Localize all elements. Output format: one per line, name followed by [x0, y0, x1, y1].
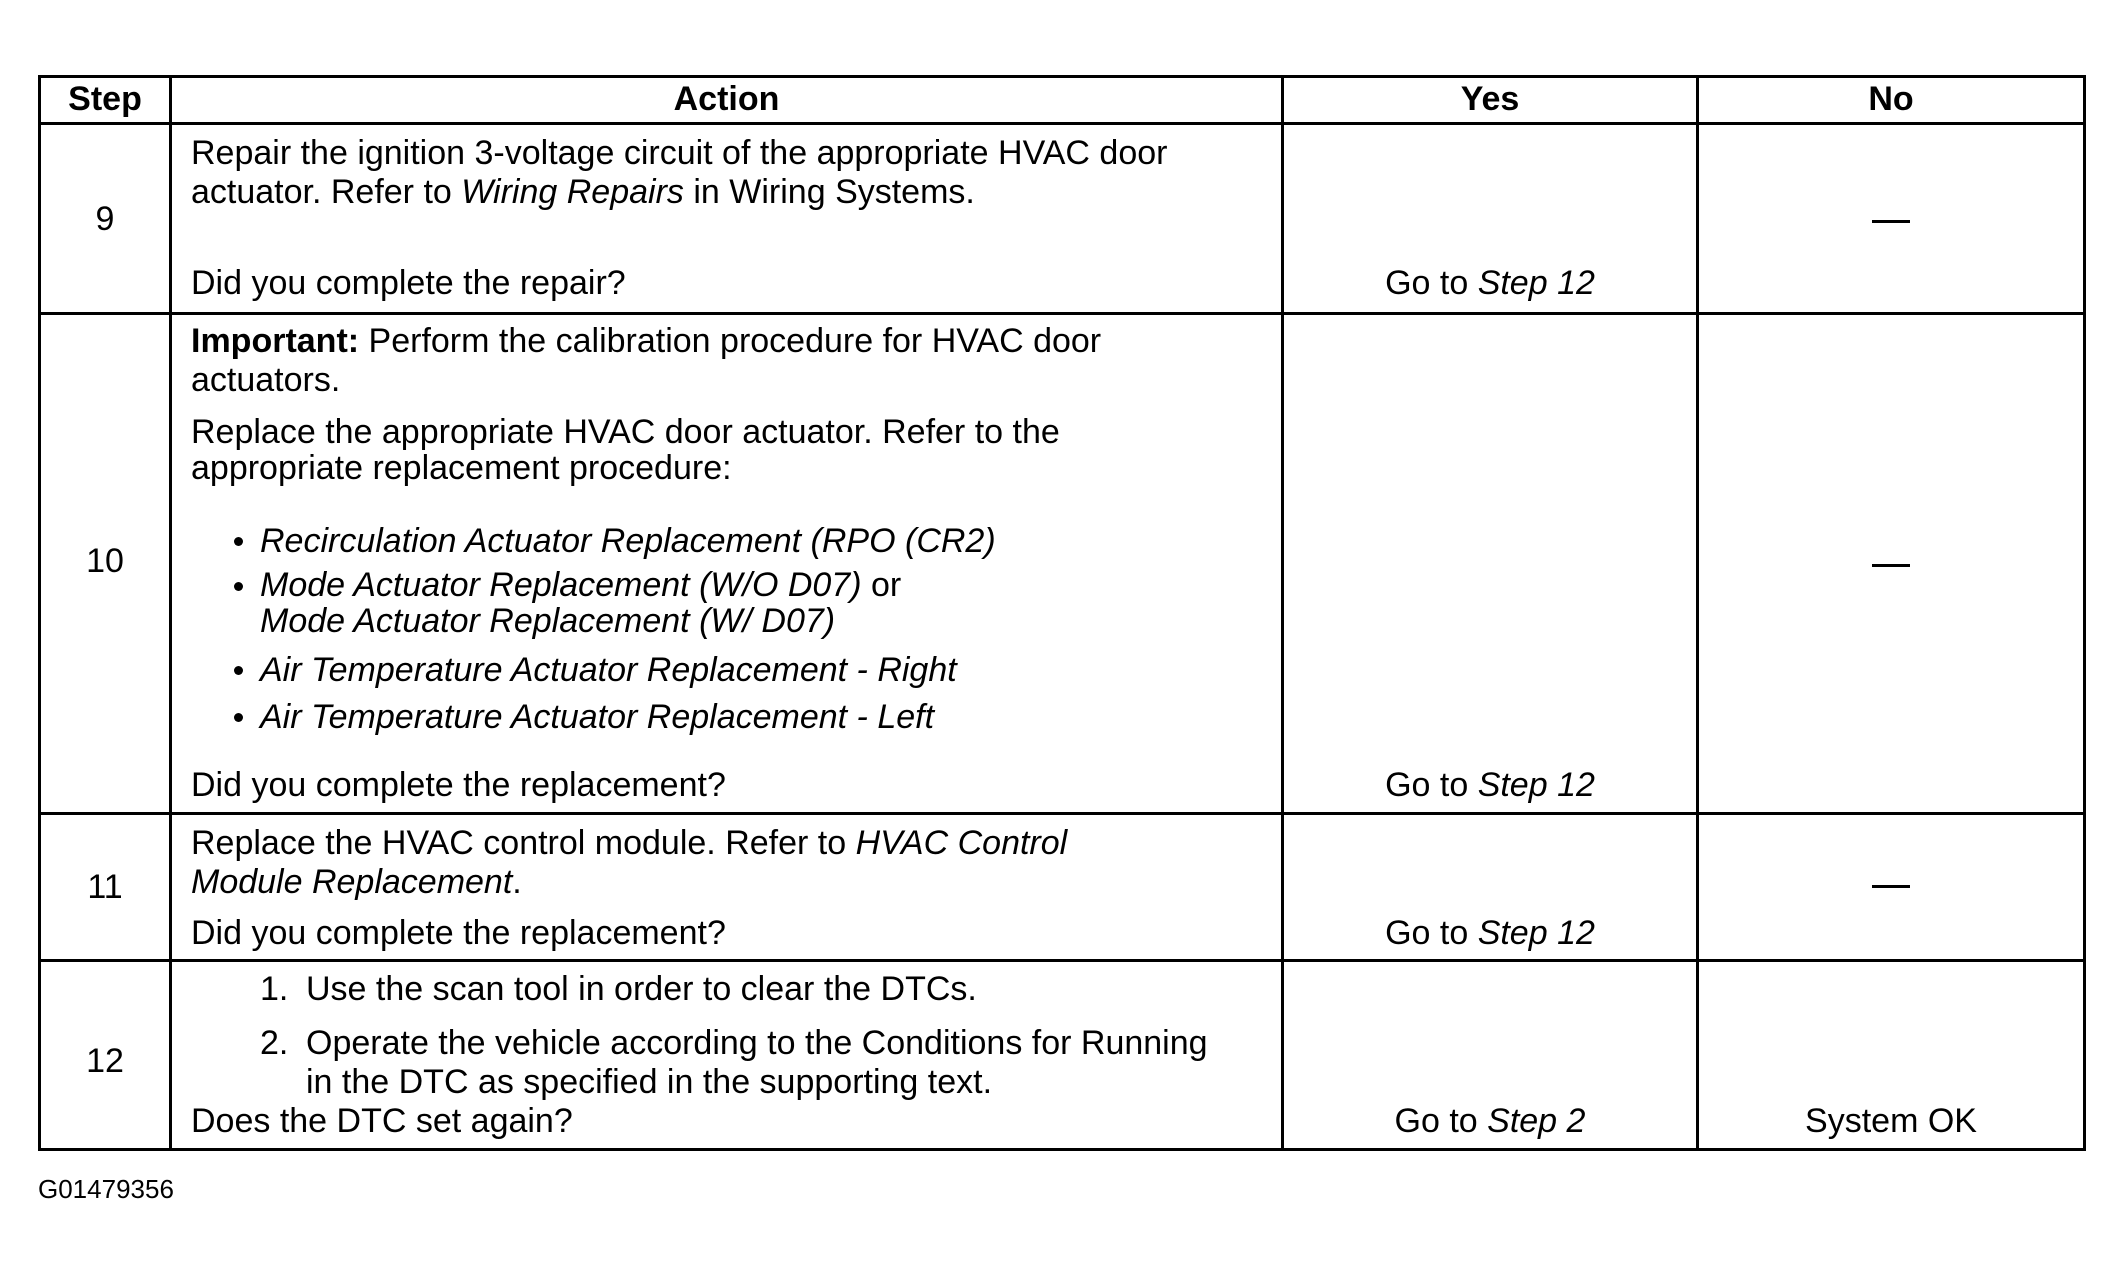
question-text: Did you complete the repair?: [191, 264, 626, 302]
list-item: Operate the vehicle according to the Conditions for Running: [306, 1024, 1208, 1062]
bullet-icon: [234, 582, 243, 591]
reference-link: Wiring Repairs: [461, 173, 684, 211]
yes-result: [1284, 913, 1696, 953]
step-reference: Step 12: [1477, 914, 1595, 952]
list-number: 2.: [260, 1024, 289, 1062]
list-item: Use the scan tool in order to clear the DTCs.: [306, 970, 977, 1008]
table-border-right: [2083, 75, 2086, 1151]
step-number: 12: [86, 1042, 124, 1080]
table-border-top: [38, 75, 2086, 78]
header-yes: Yes: [1460, 80, 1520, 118]
step-reference: Step 2: [1487, 1102, 1586, 1140]
no-result-dash: [1872, 220, 1910, 223]
action-text: appropriate replacement procedure:: [191, 449, 732, 487]
bullet-icon: [234, 666, 243, 675]
procedure-reference: Mode Actuator Replacement (W/ D07): [260, 602, 836, 640]
row-divider: [38, 812, 2086, 815]
important-text: Perform the calibration procedure for HVAC door: [359, 322, 1102, 360]
action-text: [191, 862, 522, 902]
header-no: No: [1868, 80, 1914, 118]
bullet-icon: [234, 537, 243, 546]
question-text: Did you complete the replacement?: [191, 914, 726, 952]
reference-link: HVAC Control: [855, 824, 1068, 862]
procedure-reference: Air Temperature Actuator Replacement - Right: [260, 651, 957, 689]
yes-prefix: Go to: [1385, 766, 1478, 804]
procedure-reference-text: Mode Actuator Replacement (W/O D07): [260, 566, 862, 604]
procedure-reference: Air Temperature Actuator Replacement - Left: [260, 698, 935, 736]
no-result-dash: [1872, 885, 1910, 888]
question-text: Does the DTC set again?: [191, 1102, 573, 1140]
column-divider: [1281, 75, 1284, 1151]
step-reference: Step 12: [1477, 766, 1595, 804]
step-number: 10: [86, 542, 124, 580]
procedure-reference: Recirculation Actuator Replacement (RPO (CR2): [260, 522, 996, 560]
step-number: 11: [87, 868, 123, 906]
action-text: [191, 823, 1067, 863]
action-text-part: Replace the HVAC control module. Refer to: [191, 824, 856, 862]
list-item: in the DTC as specified in the supporting text.: [306, 1063, 993, 1101]
yes-prefix: Go to: [1385, 264, 1478, 302]
action-text: [191, 172, 975, 212]
important-label: Important:: [191, 322, 360, 360]
procedure-reference-or: or: [861, 566, 902, 604]
yes-result: [1284, 765, 1696, 805]
important-text: actuators.: [191, 361, 341, 399]
list-number: 1.: [260, 970, 289, 1008]
figure-id: G01479356: [38, 1174, 174, 1204]
step-reference: Step 12: [1477, 264, 1595, 302]
column-divider: [1696, 75, 1699, 1151]
no-result: System OK: [1805, 1102, 1977, 1140]
action-text: Replace the appropriate HVAC door actuator. Refer to the: [191, 413, 1060, 451]
diagnostic-table: [38, 75, 2086, 1151]
action-text: Repair the ignition 3-voltage circuit of the appropriate HVAC door: [191, 134, 1168, 172]
no-result-dash: [1872, 564, 1910, 567]
action-text-part: in Wiring Systems.: [683, 173, 975, 211]
reference-link: Module Replacement: [191, 863, 513, 901]
row-divider: [38, 122, 2086, 125]
action-text-part: .: [512, 863, 522, 901]
important-note: [191, 321, 1101, 361]
row-divider: [38, 959, 2086, 962]
yes-result: [1284, 263, 1696, 303]
header-action: Action: [673, 80, 780, 118]
yes-prefix: Go to: [1394, 1102, 1488, 1140]
action-text-part: actuator. Refer to: [191, 173, 462, 211]
yes-result: [1284, 1101, 1696, 1141]
procedure-reference: [260, 565, 901, 605]
table-border-bottom: [38, 1148, 2086, 1151]
step-number: 9: [95, 200, 115, 238]
header-step: Step: [68, 80, 142, 118]
row-divider: [38, 312, 2086, 315]
yes-prefix: Go to: [1385, 914, 1478, 952]
question-text: Did you complete the replacement?: [191, 766, 726, 804]
bullet-icon: [234, 713, 243, 722]
